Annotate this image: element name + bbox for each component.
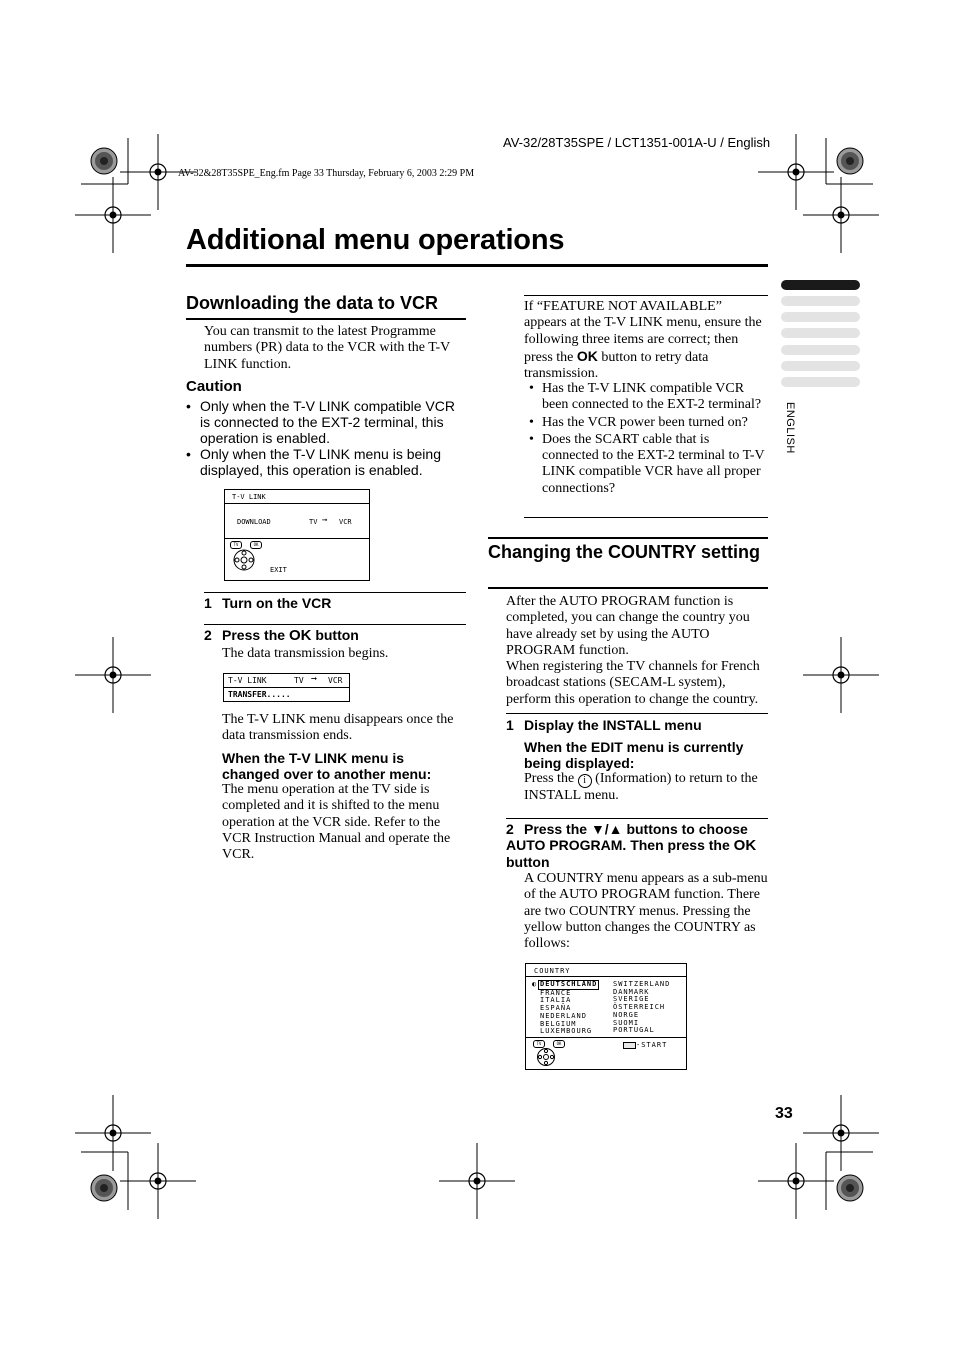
page-title: Additional menu operations bbox=[186, 224, 565, 256]
menu-changed-text: The menu operation at the TV side is completed and it is shifted to the menu operation at the VCR side. Refer to the VCR Instruction Manual and operate the VCR. bbox=[222, 782, 451, 863]
country-option: ÖSTERREICH bbox=[613, 1003, 666, 1012]
country-column-2 bbox=[613, 981, 670, 1035]
step-number: 2 bbox=[204, 627, 212, 643]
side-tab bbox=[781, 361, 860, 371]
osd-route-to: VCR bbox=[339, 518, 352, 526]
vcr-step-1 bbox=[204, 595, 331, 611]
edit-text-post: (Information) to return to the INSTALL menu. bbox=[524, 771, 758, 803]
country-option: LUXEMBOURG bbox=[540, 1027, 593, 1036]
section-rule bbox=[186, 318, 466, 320]
country-option: NEDERLAND bbox=[540, 1011, 587, 1020]
arrow-right-icon: ➞ bbox=[322, 516, 328, 526]
section-top-rule bbox=[488, 537, 768, 539]
menu-changed-heading: When the T-V LINK menu is changed over to another menu: bbox=[222, 750, 432, 782]
vcr-step-2 bbox=[204, 627, 359, 644]
country-option: FRANCE bbox=[540, 988, 572, 997]
ok-glyph-icon: OK bbox=[288, 627, 312, 644]
tv-button-icon: TV bbox=[230, 541, 242, 549]
direction-pad-icon bbox=[535, 1047, 557, 1067]
edit-menu-heading: When the EDIT menu is currently being displayed: bbox=[524, 739, 744, 771]
osd-divider bbox=[224, 687, 349, 688]
country-option: NORGE bbox=[613, 1010, 640, 1019]
country-option: DANMARK bbox=[613, 987, 650, 996]
step-label: Display the INSTALL menu bbox=[524, 717, 702, 733]
caution-item: • Only when the T-V LINK compatible VCR is connected to the EXT-2 terminal, this operation is enabled. bbox=[186, 398, 468, 446]
step-rule bbox=[204, 592, 466, 593]
checklist-item: • Does the SCART cable that is connected to the EXT-2 terminal to T-V LINK compatible VCR have all proper connections? bbox=[524, 432, 768, 497]
step-label-pre: Press the bbox=[222, 627, 286, 643]
caution-heading: Caution bbox=[186, 378, 242, 395]
ok-glyph-icon: OK bbox=[576, 347, 598, 364]
country-step-2 bbox=[506, 821, 768, 870]
osd-route-to: VCR bbox=[328, 676, 343, 685]
side-tab bbox=[781, 345, 860, 355]
note-box-bottom-rule bbox=[524, 517, 768, 518]
country-menu-text: A COUNTRY menu appears as a sub-menu of the AUTO PROGRAM function. There are two COUNTRY menus. Pressing the yellow button changes the COUNTRY as follows: bbox=[524, 871, 768, 952]
note-intro-post: button to retry data transmission. bbox=[524, 349, 709, 382]
osd-route-from: TV bbox=[309, 518, 318, 526]
step-number: 2 bbox=[506, 821, 514, 837]
note-box-top-rule bbox=[524, 295, 768, 296]
country-step-1 bbox=[506, 717, 702, 733]
osd-divider bbox=[225, 503, 369, 504]
side-tab-active bbox=[781, 280, 860, 290]
osd-exit-label: EXIT bbox=[270, 566, 287, 574]
country-option: ESPAÑA bbox=[540, 1004, 572, 1013]
osd-title: COUNTRY bbox=[534, 967, 571, 975]
section-heading-vcr: Downloading the data to VCR bbox=[186, 293, 438, 313]
country-option: PORTUGAL bbox=[613, 1026, 655, 1035]
title-underline bbox=[186, 264, 768, 267]
transmission-begins-text: The data transmission begins. bbox=[222, 646, 389, 661]
file-info-line: AV-32&28T35SPE_Eng.fm Page 33 Thursday, February 6, 2003 2:29 PM bbox=[178, 168, 475, 179]
step-label-post: button bbox=[506, 854, 550, 870]
country-option: SUOMI bbox=[613, 1018, 640, 1027]
side-tab bbox=[781, 296, 860, 306]
country-column-1 bbox=[538, 980, 599, 1036]
country-intro-2: When registering the TV channels for French broadcast stations (SECAM-L system), perform this operation to change the country. bbox=[506, 659, 760, 707]
step-rule bbox=[506, 713, 768, 714]
step-number: 1 bbox=[204, 595, 212, 611]
arrow-right-icon: ➞ bbox=[311, 674, 318, 685]
start-text: START bbox=[641, 1041, 668, 1049]
menu-disappears-text: The T-V LINK menu disappears once the data transmission ends. bbox=[222, 712, 454, 744]
country-menu-screen bbox=[525, 963, 687, 1070]
side-tab bbox=[781, 377, 860, 387]
osd-download-item: DOWNLOAD bbox=[237, 518, 271, 526]
step-number: 1 bbox=[506, 717, 514, 733]
checklist-item: • Has the VCR power been turned on? bbox=[524, 415, 768, 431]
country-option: SWITZERLAND bbox=[613, 980, 671, 988]
step-label-pre: Press the bbox=[524, 821, 588, 837]
feature-checklist bbox=[524, 381, 768, 497]
country-intro-1: After the AUTO PROGRAM function is completed, you can change the country you have already set by using the AUTO PROGRAM function. bbox=[506, 594, 750, 658]
osd-divider bbox=[526, 976, 686, 977]
feature-note-intro bbox=[524, 299, 768, 382]
country-option: ITALIA bbox=[540, 996, 572, 1005]
selector-icon: ◐ bbox=[532, 980, 537, 988]
country-option: BELGIUM bbox=[540, 1019, 577, 1028]
page-number: 33 bbox=[775, 1105, 793, 1122]
side-tab bbox=[781, 328, 860, 338]
osd-divider bbox=[526, 1037, 686, 1038]
side-tab bbox=[781, 312, 860, 322]
ok-button-icon: OK bbox=[553, 1040, 565, 1048]
osd-route-from: TV bbox=[294, 676, 304, 685]
direction-pad-icon bbox=[231, 548, 257, 572]
step-rule bbox=[506, 818, 768, 819]
checklist-item: • Has the T-V LINK compatible VCR been connected to the EXT-2 terminal? bbox=[524, 381, 768, 414]
section-rule bbox=[488, 587, 768, 589]
down-up-arrows-icon: ▼/▲ bbox=[590, 821, 623, 837]
step-label: Turn on the VCR bbox=[222, 595, 332, 611]
step-rule bbox=[204, 624, 466, 625]
edit-text-pre: Press the bbox=[524, 771, 575, 786]
step-label-mid: buttons to choose AUTO PROGRAM. Then press the bbox=[506, 821, 748, 853]
osd-divider bbox=[225, 538, 369, 539]
yellow-button-icon bbox=[623, 1042, 636, 1049]
step-label-post: button bbox=[315, 627, 359, 643]
caution-item: • Only when the T-V LINK menu is being displayed, this operation is enabled. bbox=[186, 446, 468, 478]
note-intro-pre: If “FEATURE NOT AVAILABLE” appears at the T-V LINK menu, ensure the following three items are correct; then press the bbox=[524, 299, 762, 365]
osd-title: T-V LINK bbox=[232, 493, 266, 501]
ok-button-icon: OK bbox=[250, 541, 262, 549]
tv-link-download-screen bbox=[224, 489, 370, 581]
caution-list bbox=[186, 398, 468, 478]
country-option-selected: DEUTSCHLAND bbox=[540, 980, 598, 988]
vcr-intro: You can transmit to the latest Programme numbers (PR) data to the VCR with the T-V LINK function. bbox=[204, 324, 451, 372]
language-label: ENGLISH bbox=[784, 402, 796, 454]
edit-menu-text bbox=[524, 771, 770, 804]
osd-title: T-V LINK bbox=[228, 676, 267, 685]
osd-start-label: -START bbox=[636, 1041, 668, 1049]
country-option: SVERIGE bbox=[613, 995, 650, 1004]
tv-link-transfer-screen bbox=[223, 673, 350, 702]
ok-glyph-icon: OK bbox=[733, 837, 757, 854]
info-icon: i bbox=[578, 774, 592, 788]
osd-transfer-status: TRANSFER..... bbox=[228, 690, 291, 699]
tv-button-icon: TV bbox=[533, 1040, 545, 1048]
section-heading-country: Changing the COUNTRY setting bbox=[488, 542, 760, 562]
model-reference: AV-32/28T35SPE / LCT1351-001A-U / English bbox=[503, 135, 771, 150]
